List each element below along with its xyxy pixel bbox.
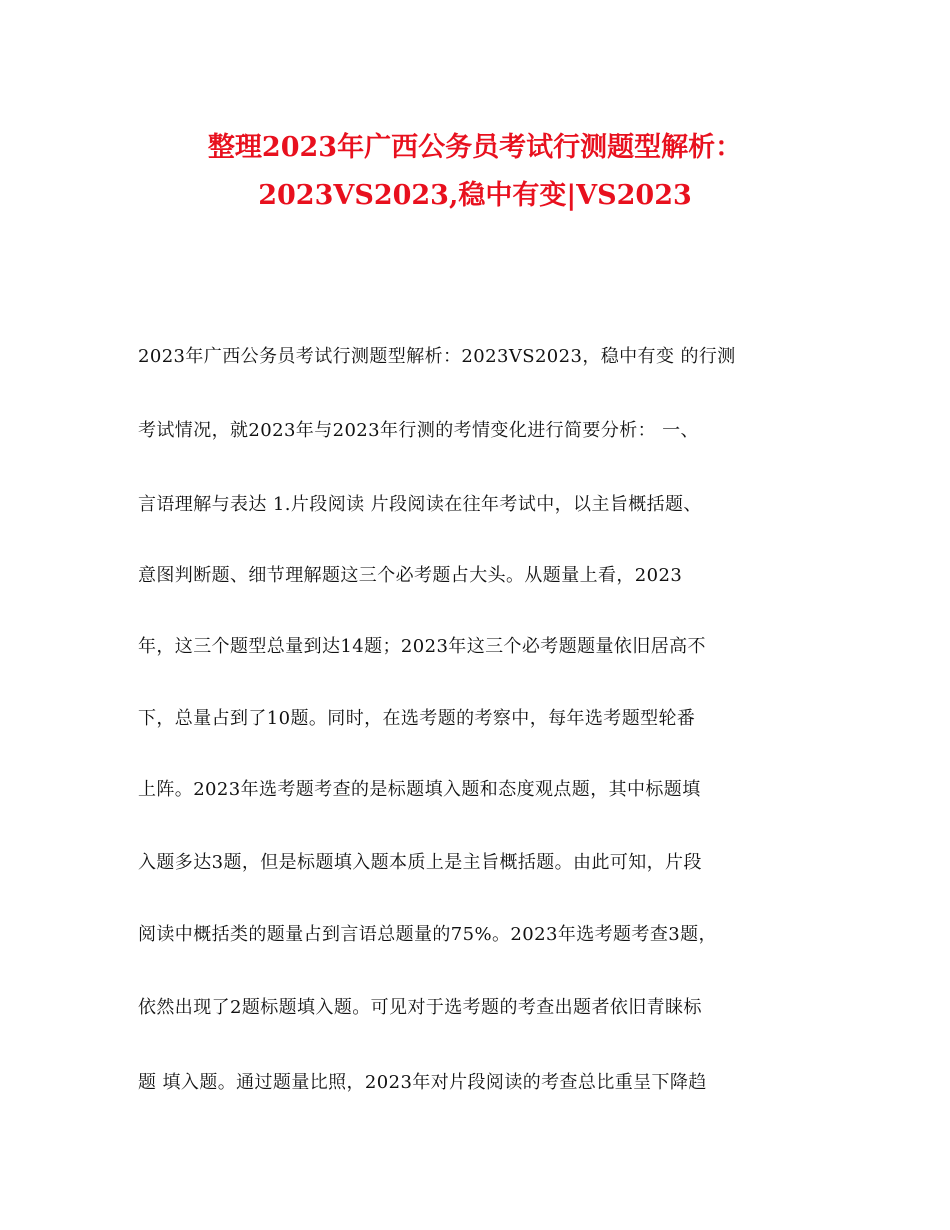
body-text-line: 题 填入题。通过题量比照，2023年对片段阅读的考查总比重呈下降趋 <box>138 1072 707 1093</box>
body-text-line: 下，总量占到了10题。同时，在选考题的考察中，每年选考题型轮番 <box>138 708 696 729</box>
body-text-line: 阅读中概括类的题量占到言语总题量的75%。2023年选考题考查3题， <box>138 924 717 945</box>
body-text-line: 言语理解与表达 1.片段阅读 片段阅读在往年考试中，以主旨概括题、 <box>138 494 702 515</box>
body-text-line: 年，这三个题型总量到达14题；2023年这三个必考题题量依旧居高不 <box>138 636 706 657</box>
body-text-line: 2023年广西公务员考试行测题型解析：2023VS2023，稳中有变 的行测 <box>138 346 736 367</box>
body-text-line: 考试情况，就2023年与2023年行测的考情变化进行简要分析： 一、 <box>138 420 699 441</box>
document-title-line-2: 2023VS2023,稳中有变|VS2023 <box>258 180 692 211</box>
body-text-line: 意图判断题、细节理解题这三个必考题占大头。从题量上看，2023 <box>138 565 683 586</box>
body-text-line: 上阵。2023年选考题考查的是标题填入题和态度观点题，其中标题填 <box>138 779 701 800</box>
body-text-line: 依然出现了2题标题填入题。可见对于选考题的考查出题者依旧青睐标 <box>138 997 702 1018</box>
body-text-line: 入题多达3题，但是标题填入题本质上是主旨概括题。由此可知，片段 <box>138 852 702 873</box>
document-title-line-1: 整理2023年广西公务员考试行测题型解析： <box>207 132 743 163</box>
